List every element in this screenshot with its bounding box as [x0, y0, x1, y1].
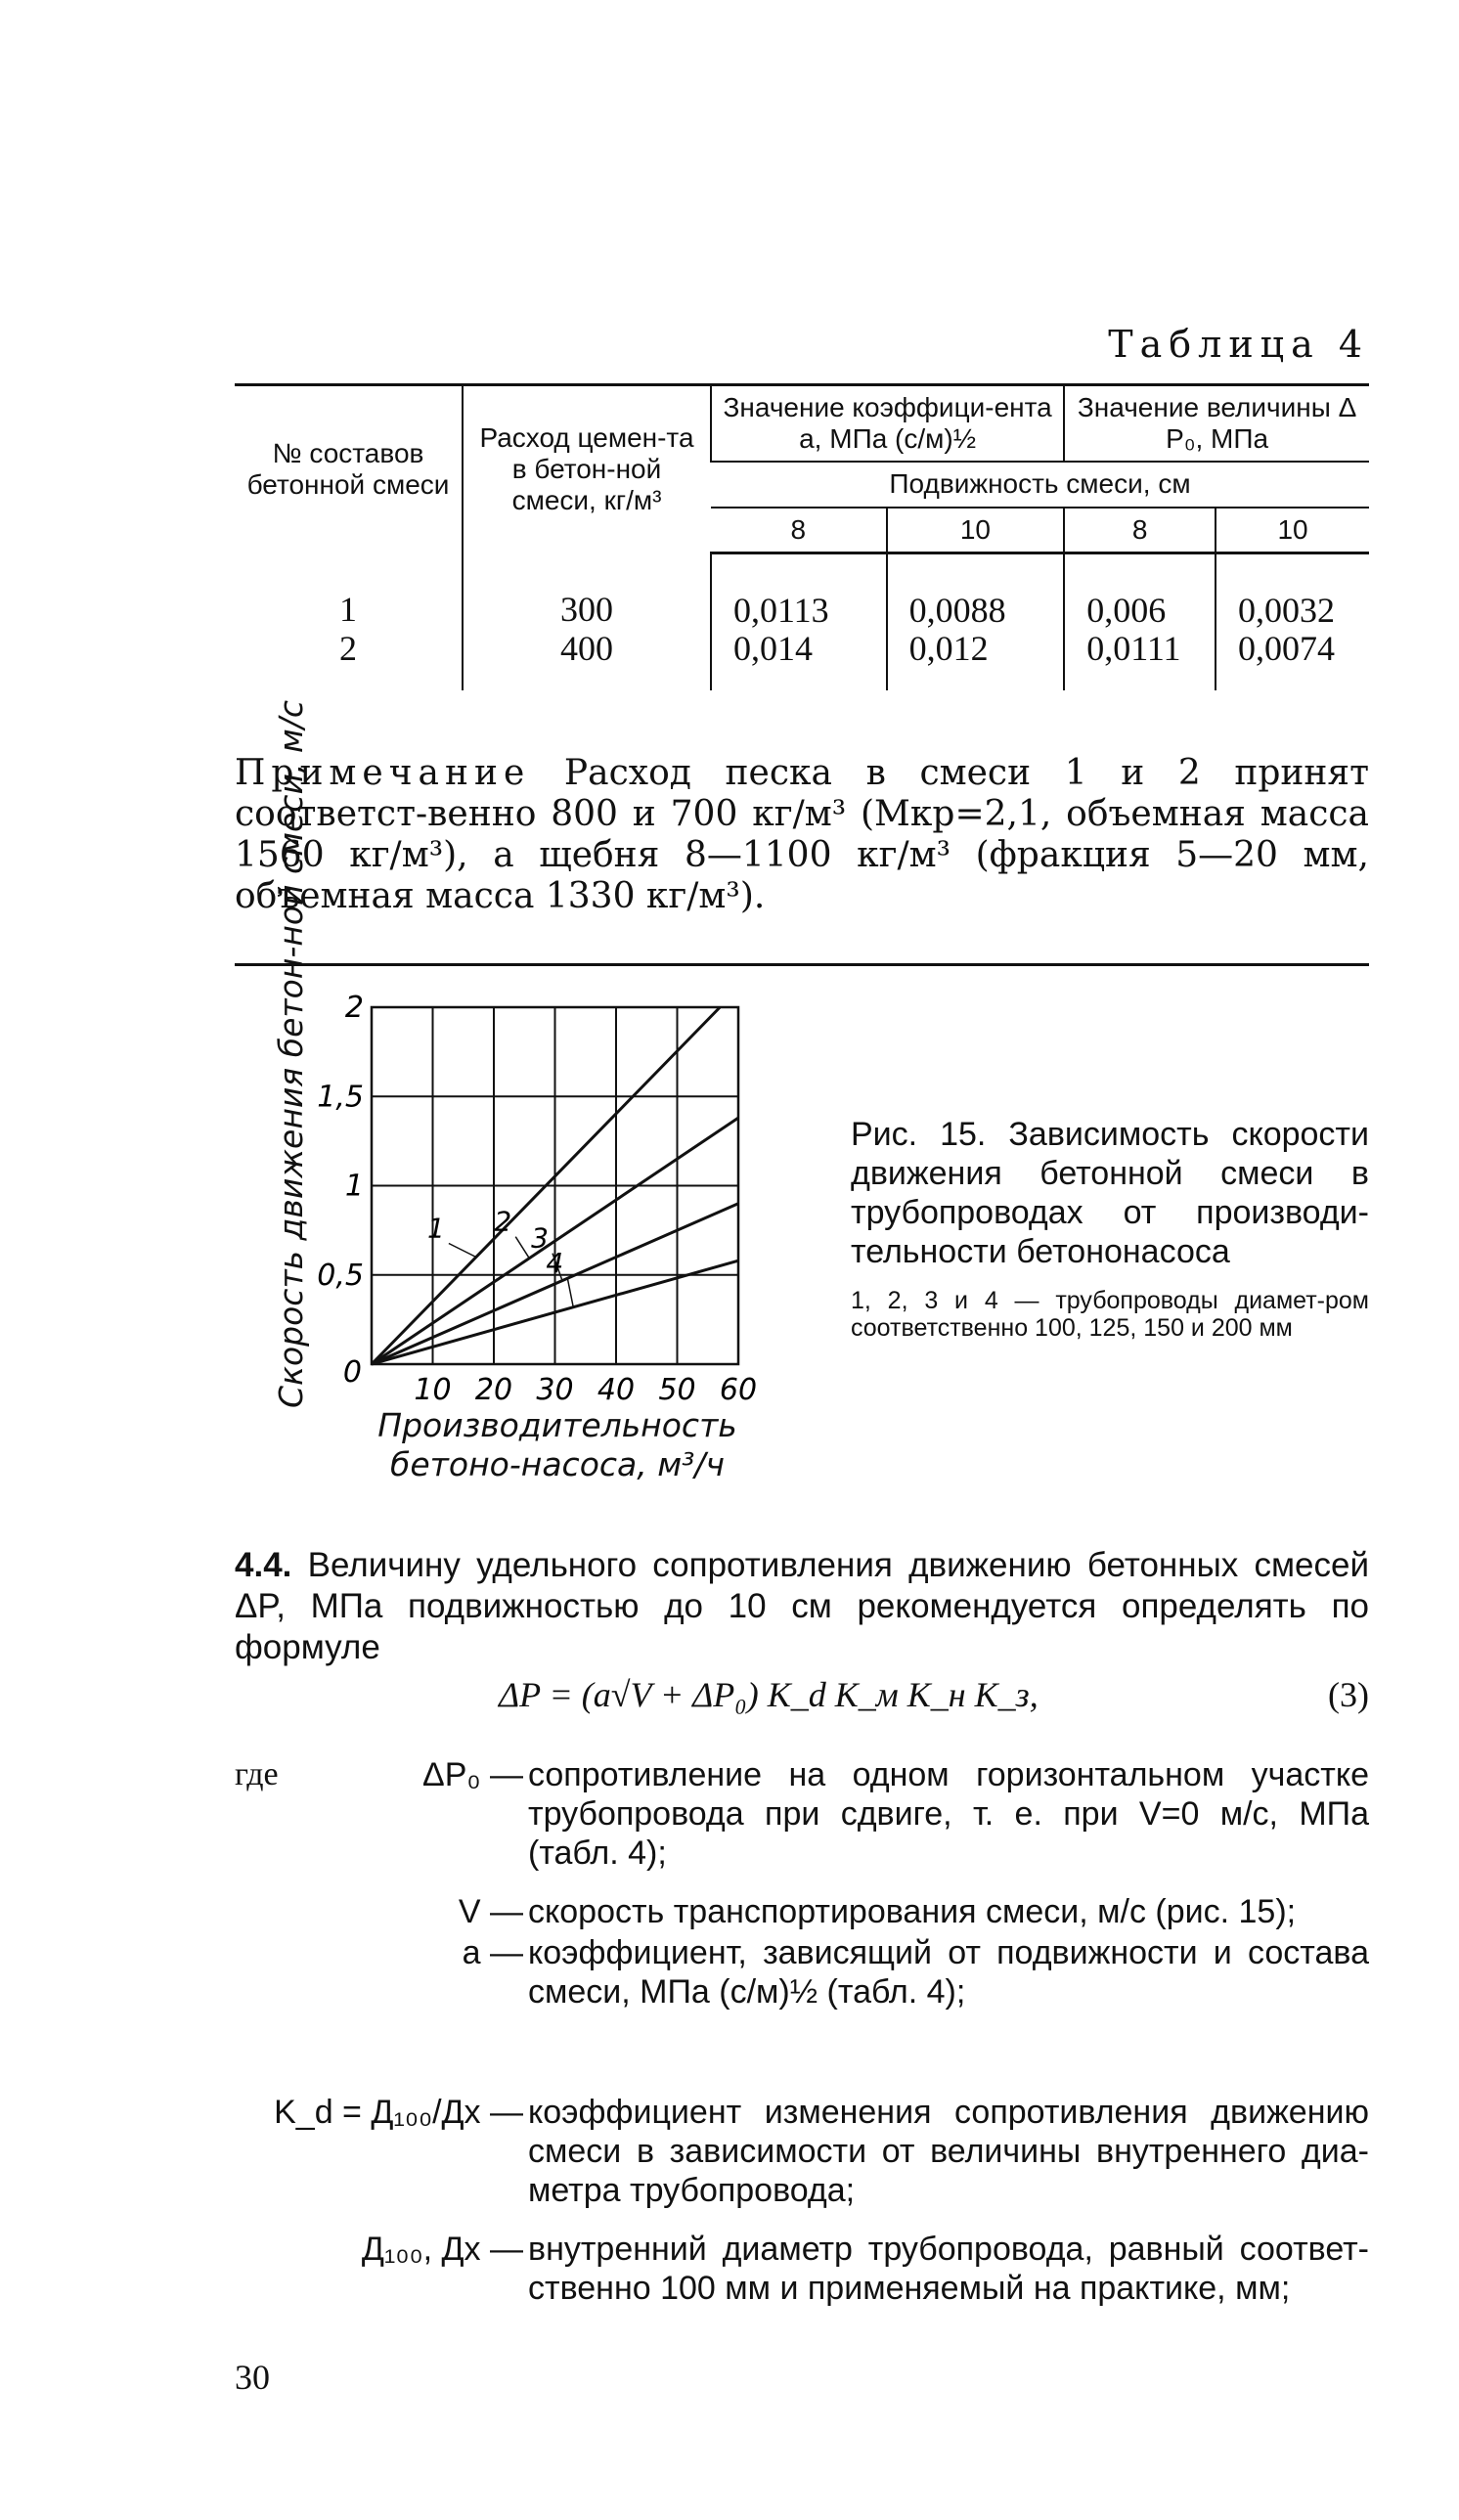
cell-p10: [1216, 553, 1369, 690]
definition-text: сопротивление на одном горизонтальном участке трубопровода при сдвиге, т. е. при V=0 м/с, МПа (табл. 4);: [528, 1756, 1369, 1872]
x-tick-label: 60: [719, 1373, 758, 1407]
definition-text: коэффициент изменения сопротивления движению смеси в зависимости от величины внутреннего диа-метра трубопровода;: [528, 2094, 1369, 2209]
cell-no: [235, 553, 463, 690]
series-leader-4: [567, 1278, 573, 1307]
x-tick-label: 20: [474, 1373, 513, 1407]
series-label-3: 3: [531, 1221, 549, 1255]
y-tick-label: 1: [344, 1169, 364, 1204]
table-caption: Таблица 4: [1108, 323, 1369, 366]
table-note: [235, 753, 1369, 917]
figure-title: Рис. 15. Зависимость скорости движения бетонной смеси в трубопроводах от производи-тельности бетононасоса: [851, 1116, 1369, 1270]
definitions-where: где: [235, 1756, 279, 1792]
divider: [235, 963, 1369, 966]
row2-p10: 0,0074: [1238, 629, 1336, 669]
row1-p10: 0,0032: [1238, 590, 1336, 630]
header-sub-a10: 10: [887, 508, 1065, 553]
series-leader-2: [515, 1237, 529, 1259]
row1-a10: 0,0088: [908, 590, 1006, 630]
series-leader-1: [449, 1244, 476, 1258]
series-label-1: 1: [427, 1212, 445, 1245]
row1-no: 1: [339, 590, 357, 629]
y-tick-label: 1,5: [317, 1080, 364, 1115]
figure-caption: [851, 1115, 1369, 1342]
section-paragraph: [235, 1545, 1369, 1668]
x-tick-label: 50: [658, 1373, 696, 1407]
chart-y-label-text: Скорость движения бетон-ной смеси, м/с: [272, 699, 310, 1408]
header-sub-p10: 10: [1216, 508, 1369, 553]
cell-p8: [1064, 553, 1216, 690]
header-sub-p8: 8: [1064, 508, 1216, 553]
definition-text: внутренний диаметр трубопровода, равный соответ-ственно 100 мм и применяемый на практике, мм;: [528, 2231, 1369, 2307]
series-label-2: 2: [494, 1205, 512, 1238]
x-tick-label: 10: [414, 1373, 452, 1407]
definition-symbol: Д₁₀₀, Дx —: [361, 2231, 523, 2268]
header-composition: № составов бетонной смеси: [235, 385, 463, 553]
cell-a10: [887, 553, 1065, 690]
definition-text: скорость транспортирования смеси, м/с (рис. 15);: [528, 1893, 1297, 1930]
row2-p8: 0,0111: [1086, 629, 1181, 669]
header-sub-a8: 8: [711, 508, 887, 553]
y-tick-label: 2: [344, 991, 364, 1025]
figure-legend: 1, 2, 3 и 4 — трубопроводы диамет-ром соответственно 100, 125, 150 и 200 мм: [851, 1287, 1369, 1342]
x-tick-label: 30: [536, 1373, 574, 1407]
definition-text: коэффициент, зависящий от подвижности и состава смеси, МПа (с/м)½ (табл. 4);: [528, 1934, 1369, 2011]
row2-a10: 0,012: [908, 629, 989, 669]
row2-a8: 0,014: [733, 629, 813, 669]
definition-symbol: K_d = Д₁₀₀/Дx —: [274, 2094, 523, 2131]
series-label-4: 4: [546, 1246, 564, 1279]
section-number: 4.4.: [235, 1546, 292, 1584]
header-mobility: Подвижность смеси, см: [711, 462, 1369, 507]
row1-p8: 0,006: [1086, 590, 1167, 630]
row2-no: 2: [339, 628, 357, 668]
definition-symbol: V —: [458, 1893, 523, 1930]
origin-label: 0: [342, 1355, 362, 1390]
note-text: Расход песка в смеси 1 и 2 принят соответст-венно 800 и 700 кг/м³ (Mкр=2,1, объемная масса 1560 кг/м³), а щебня 8—1100 кг/м³ (фракция 5—20 мм, объемная масса 1330 кг/м³).: [235, 753, 1369, 916]
row2-cement: 400: [560, 628, 613, 668]
note-label: Примечание: [235, 753, 531, 793]
cell-a8: [711, 553, 887, 690]
header-coef-a: Значение коэффици-ента a, МПа (с/м)½: [711, 385, 1064, 463]
row1-a8: 0,0113: [733, 590, 829, 630]
chart-x-label: Производительность бетоно-насоса, м³/ч: [377, 1406, 737, 1483]
header-delta-p0: Значение величины Δ P₀, МПа: [1064, 385, 1369, 463]
definition-symbol: ΔP₀ —: [422, 1756, 523, 1793]
header-cement: Расход цемен-та в бетон-ной смеси, кг/м³: [463, 385, 711, 553]
formula-number: (3): [1328, 1675, 1369, 1714]
section-text: Величину удельного сопротивления движению бетонных смесей ΔP, МПа подвижностью до 10 см рекомендуется определять по формуле: [235, 1546, 1370, 1666]
x-tick-label: 40: [597, 1373, 636, 1407]
formula: [499, 1674, 1369, 1723]
y-tick-label: 0,5: [317, 1258, 364, 1293]
table-row: [235, 553, 1369, 690]
data-table: [235, 383, 1369, 690]
cell-cement: [463, 553, 711, 690]
page-number: 30: [235, 2358, 270, 2397]
row1-cement: 300: [560, 590, 613, 629]
definition-symbol: a —: [462, 1934, 523, 1971]
formula-expression: ΔP = (a√V + ΔP₀) K_d K_м K_н K_з,: [499, 1675, 1039, 1714]
